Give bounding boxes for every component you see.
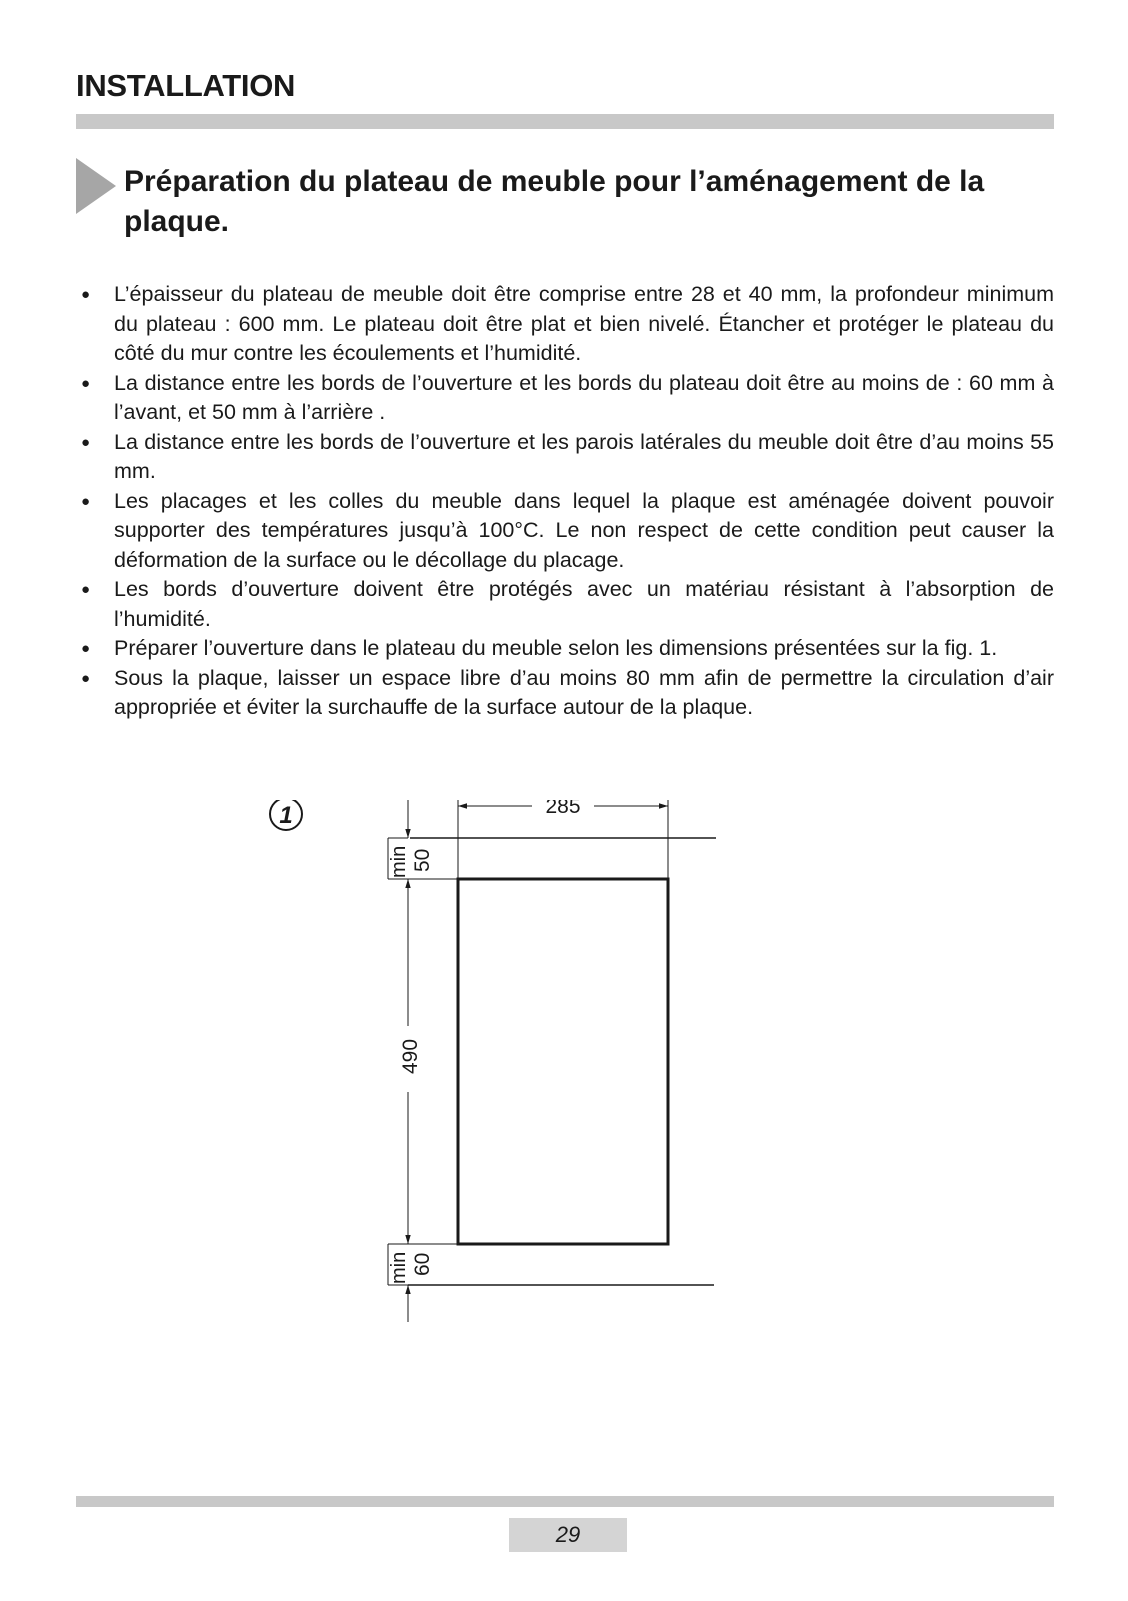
- height-label: 490: [399, 1038, 422, 1074]
- bullet-icon: ●: [81, 669, 91, 687]
- cutout-dimension-diagram: [260, 800, 740, 1340]
- cutout-outline: [458, 879, 668, 1244]
- list-item: ● La distance entre les bords de l’ouverture et les parois latérales du meuble doit être d’au moins 55 mm.: [81, 429, 1054, 483]
- bullet-icon: ●: [81, 433, 91, 451]
- section-title: INSTALLATION: [76, 68, 296, 103]
- list-item: ● L’épaisseur du plateau de meuble doit être comprise entre 28 et 40 mm, la profondeur minimum du plateau : 600 mm. Le plateau doit être plat et bien nivelé. Étancher et protéger le plateau du côté du mur contre les écoulements et l’humidité.: [81, 282, 1054, 365]
- bullet-icon: ●: [81, 581, 91, 598]
- list-item: ● Les placages et les colles du meuble dans lequel la plaque est aménagée doivent pouvoir supporter des températures jusqu’à 100°C. Le non respect de cette condition peut causer la déformation de la surface ou le décollage du placage.: [81, 488, 1054, 572]
- top-gap-value: 50: [411, 848, 434, 872]
- instruction-list: [76, 280, 1054, 723]
- top-min-label: min: [388, 845, 410, 878]
- bullet-icon: ●: [81, 286, 91, 303]
- page-number: 29: [509, 1518, 627, 1552]
- list-item: ● Préparer l’ouverture dans le plateau du meuble selon les dimensions présentées sur la fig. 1.: [76, 634, 1054, 664]
- subsection-title: Préparation du plateau de meuble pour l’aménagement de la plaque.: [124, 165, 985, 238]
- footer-rule: [76, 1496, 1054, 1507]
- bullet-icon: ●: [81, 640, 91, 657]
- figure-number: 1: [279, 802, 293, 829]
- bullet-icon: ●: [81, 374, 91, 392]
- bottom-gap-value: 60: [411, 1252, 434, 1276]
- header-rule: [76, 114, 1054, 129]
- width-label: 285: [545, 800, 581, 818]
- list-item: ● Les bords d’ouverture doivent être protégés avec un matériau résistant à l’absorption de l’humidité.: [81, 577, 1054, 631]
- list-item: ● La distance entre les bords de l’ouverture et les bords du plateau doit être au moins de : 60 mm à l’avant, et 50 mm à l’arrière .: [81, 370, 1054, 424]
- triangle-arrow-icon: [76, 158, 116, 214]
- list-item: ● Sous la plaque, laisser un espace libre d’au moins 80 mm afin de permettre la circulation d’air appropriée et éviter la surchauffe de la surface autour de la plaque.: [81, 665, 1054, 719]
- bullet-icon: ●: [81, 492, 91, 510]
- bottom-min-label: min: [388, 1251, 410, 1284]
